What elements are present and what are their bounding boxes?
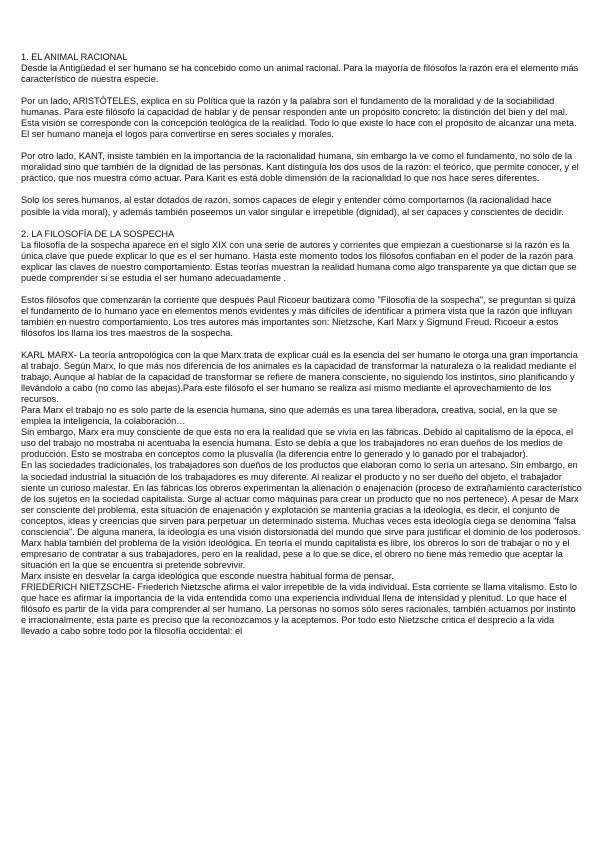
section-animal-racional: [21, 52, 582, 218]
paragraph-nietzsche-intro: FRIEDERICH NIETZSCHE- Friederich Nietzsche afirma el valor irrepetible de la vida individual. Esta corriente se llama vitalismo. Esto lo que hace es afirmar la importancia de la vida entendida como una experiencia individual llena de intensidad y plenitud. Lo que hace el filósofo es partir de la vida para comprender al ser humano. La personas no somos sólo seres racionales, también actuamos por instinto e irracionalmente, esta parte es preciso que la reconozcamos y la aceptemos. Por todo esto Nietzsche critica el desprecio a la vida llevado a cabo sobre todo por la filosofía occidental: el: [21, 581, 578, 637]
paragraph: Marx insiste en desvelar la carga ideológica que esconde nuestra habitual forma de pensar.: [21, 570, 394, 581]
paragraph: Por otro lado, KANT, insiste también en la importancia de la racionalidad humana, sin embargo la ve como el fundamento, no sólo de la moralidad sino que también de la dignidad de las personas. Kant distinguía los dos usos de la razón: el teórico, que permite conocer, y el práctico, que nos muestra cómo actuar. Para Kant es está doble dimensión de la racionalidad lo que nos hace seres diferentes.: [21, 151, 579, 184]
paragraph: Solo los seres humanos, al estar dotados de razón, somos capaces de elegir y entender cómo comportarnos (la racionalidad hace posible la vida moral), y además también poseemos un valor singular e irrepetible (dignidad), al ser capaces y conscientes de decidir.: [21, 195, 564, 217]
section-marx-nietzsche: [21, 350, 582, 637]
paragraph: Marx habla también del problema de la visión ideológica. En teoría el mundo capitalista es libre, los obreros lo son de trabajar o no y el empresario de contratar a sus trabajadores, pero en la realidad, pese a lo que se dice, el obrero no tiene más remedio que aceptar la situación en la que se encuentra si pretende sobrevivir.: [21, 537, 570, 570]
paragraph: En las sociedades tradicionales, los trabajadores son dueños de los productos que elaboran como lo sería un artesano. Sin embargo, en la sociedad industrial la situación de los trabajadores es muy diferente. Al realizar el producto y no ser dueño del objeto, el trabajador siente un curioso malestar. En las fábricas los obreros experimentan la alienación o enajenación (proceso de extrañamiento característico de los sujetos en la sociedad capitalista. Surge al actuar como máquinas para crear un producto que no nos pertenece). A pesar de Marx ser consciente del problema, esta situación de enajenación y explotación se mantenía gracias a la ideología, es decir, el conjunto de conceptos, ideas y creencias que sirven para perpetuar un determinado sistema. Muchas veces esta ideología ciega se denomina "falsa consciencia". De alguna manera, la ideología es una visión distorsionada del mundo que sirve para justificar el dominio de los poderosos.: [21, 460, 582, 537]
paragraph: La filosofía de la sospecha aparece en el siglo XIX con una serie de autores y corrientes que empiezan a cuestionarse si la razón es la única clave que puede explicar lo que es el ser humano. Hasta este momento todos los filósofos confiaban en el poder de la razón para explicar las claves de nuestro comportamiento. Estas teorías muestran la realidad humana como algo transparente ya que dictan que se puede comprender si se estudia el ser humano adecuadamente .: [21, 239, 577, 283]
paragraph-marx-intro: KARL MARX- La teoría antropológica con la que Marx trata de explicar cuál es la esencia del ser humano le otorga una gran importancia al trabajo. Según Marx, lo que más nos diferencia de los animales es la capacidad de transformar la naturaleza o la realidad mediante el trabajo. Aunque al hablar de la capacidad de transformar se refiere de manera consciente, no siguiendo los instintos, sino planificando y llevándolo a cabo (no como las abejas).Para este filósofo el ser humano se realiza así mismo mediante el aprovechamiento de los recursos.: [21, 349, 578, 405]
paragraph: Estos filósofos que comenzarán la corriente que después Paul Ricoeur bautizará como "Filosofía de la sospecha", se preguntan si quizá el fundamento de lo humano yace en elementos menos evidentes y más difíciles de identificar a primera vista que la razón que influyan también en nuestro comportamiento. Los tres autores más importantes son: Nietzsche, Karl Marx y Sigmund Freud. Ricoeur a estos filósofos los llama los tres maestros de la sospecha.: [21, 294, 576, 338]
paragraph: Por un lado, ARISTÓTELES, explica en su Política que la razón y la palabra son el fundamento de la moralidad y de la sociabilidad humanas. Para este filósofo la capacidad de hablar y de pensar responden ante un propósito concreto: la distinción del bien y del mal. Esta visión se corresponde con la concepción teológica de la realidad. Todo lo que existe lo hace con el propósito de alcanzar una meta. El ser humano maneja el logos para convertirse en seres sociales y morales.: [21, 96, 577, 140]
section-title: 1. EL ANIMAL RACIONAL: [21, 52, 128, 62]
section-title: 2. LA FILOSOFÍA DE LA SOSPECHA: [21, 228, 175, 239]
paragraph: Para Marx el trabajo no es solo parte de la esencia humana, sino que además es una tarea liberadora, creativa, social, en la que se emplea la inteligencia, la colaboración…: [21, 405, 558, 427]
paragraph: Sin embargo, Marx era muy consciente de que esta no era la realidad que se vivía en las fábricas. Debido al capitalismo de la época, el uso del trabajo no mostraba ni acentuaba la esencia humana. Esto se debía a que los trabajadores no eran dueños de los medios de producción. Esto se mostraba en conceptos como la plusvalía (la diferencia entre lo generado y lo ganado por el trabajador).: [21, 427, 574, 460]
paragraph: Desde la Antigüedad el ser humano se ha concebido como un animal racional. Para la mayoría de filósofos la razón era el elemento más característico de nuestra especie.: [21, 63, 579, 85]
section-filosofia-sospecha: [21, 229, 582, 339]
